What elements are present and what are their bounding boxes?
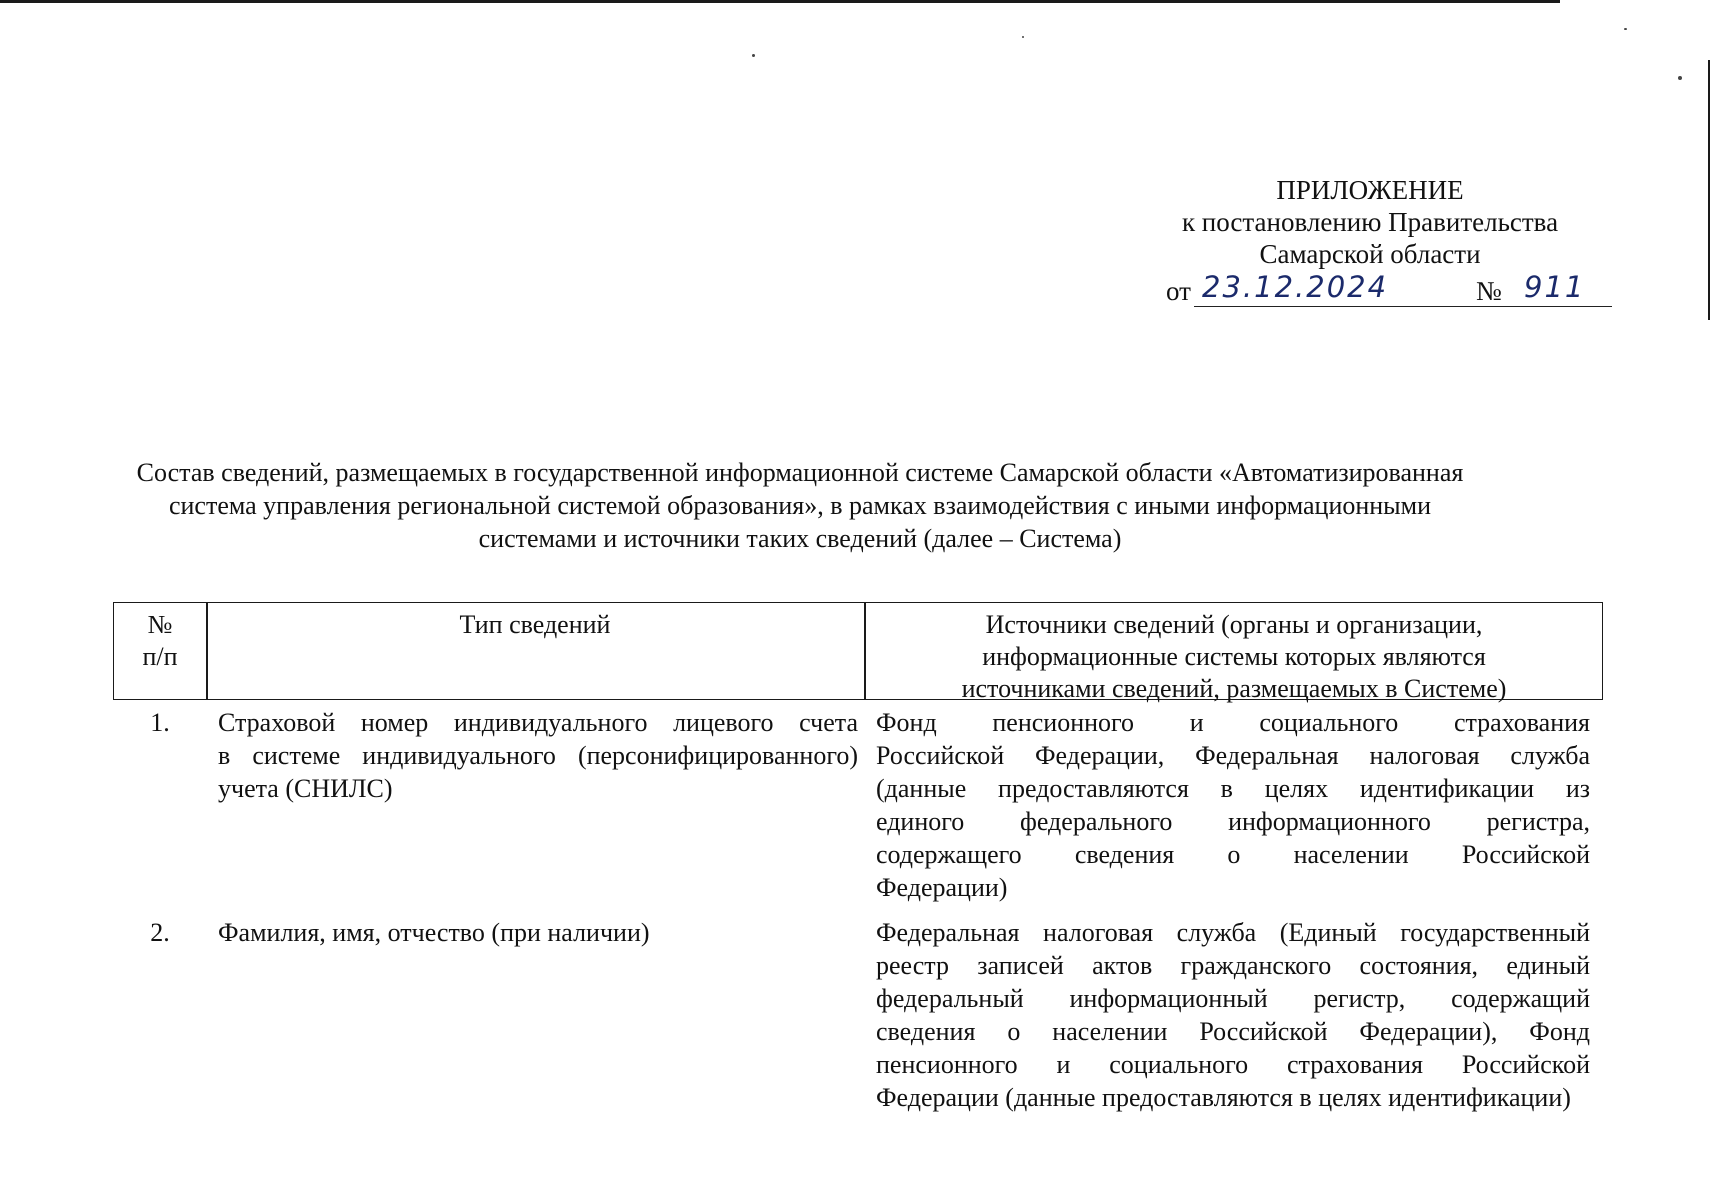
handwritten-number: 911 — [1524, 270, 1586, 304]
resolution-date-number — [1166, 270, 1591, 310]
title-line: система управления региональной системой образования», в рамках взаимодействия с иными информационными — [168, 491, 1432, 520]
row-number: 2. — [150, 918, 170, 947]
row-type-line: в системе индивидуального (персонифицированного) — [218, 741, 858, 770]
scan-right-border — [1708, 60, 1710, 320]
appendix-line-resolution: к постановлению Правительства — [1181, 207, 1559, 237]
row-source-line: реестр записей актов гражданского состояния, единый — [876, 951, 1590, 980]
scan-top-border — [0, 0, 1560, 3]
header-source-line: источниками сведений, размещаемых в Системе) — [961, 674, 1507, 703]
row-source-line: сведения о населении Российской Федерации), Фонд — [876, 1017, 1590, 1046]
date-label: от — [1166, 276, 1191, 306]
header-source-line: информационные системы которых являются — [982, 642, 1486, 671]
header-source — [866, 609, 1602, 705]
appendix-title: ПРИЛОЖЕНИЕ — [1276, 175, 1464, 205]
header-number-symbol: № — [147, 610, 173, 639]
header-type-label: Тип сведений — [459, 610, 611, 639]
title-line: Состав сведений, размещаемых в государственной информационной системе Самарской области «Автоматизированная — [136, 458, 1464, 487]
row-source-line: федеральный информационный регистр, содержащий — [876, 984, 1590, 1013]
row-source — [876, 706, 1590, 904]
row-source-line: Российской Федерации, Федеральная налоговая служба — [876, 741, 1590, 770]
scan-speck — [752, 54, 755, 57]
row-type — [218, 916, 858, 949]
number-label: № — [1476, 276, 1502, 306]
header-number-pp: п/п — [142, 642, 178, 671]
row-type-line: учета (СНИЛС) — [218, 774, 393, 803]
header-source-line: Источники сведений (органы и организации, — [985, 610, 1483, 639]
table-header — [113, 602, 1603, 703]
row-source-line: содержащего сведения о населении Российской — [876, 840, 1590, 869]
date-underline — [1194, 270, 1612, 307]
header-type — [206, 609, 864, 641]
appendix-header — [1150, 174, 1590, 270]
handwritten-date: 23.12.2024 — [1202, 270, 1389, 304]
row-source-line: Федерации (данные предоставляются в целях идентификации) — [876, 1083, 1571, 1112]
row-source-line: единого федерального информационного регистра, — [876, 807, 1590, 836]
appendix-line-region: Самарской области — [1259, 239, 1481, 269]
row-type-line: Фамилия, имя, отчество (при наличии) — [218, 918, 650, 947]
row-type-line: Страховой номер индивидуального лицевого счета — [218, 708, 858, 737]
row-source-line: Федерации) — [876, 873, 1008, 902]
row-source-line: Фонд пенсионного и социального страхования — [876, 708, 1590, 737]
title-line: системами и источники таких сведений (далее – Система) — [478, 524, 1122, 553]
row-source — [876, 916, 1590, 1114]
row-source-line: Федеральная налоговая служба (Единый государственный — [876, 918, 1590, 947]
header-number — [114, 609, 206, 673]
row-type — [218, 706, 858, 805]
scan-speck — [1022, 36, 1024, 38]
row-number: 1. — [150, 708, 170, 737]
row-source-line: пенсионного и социального страхования Российской — [876, 1050, 1590, 1079]
scan-speck — [1678, 76, 1682, 80]
row-source-line: (данные предоставляются в целях идентификации из — [876, 774, 1590, 803]
document-title — [100, 456, 1500, 555]
scan-speck — [1624, 28, 1627, 30]
